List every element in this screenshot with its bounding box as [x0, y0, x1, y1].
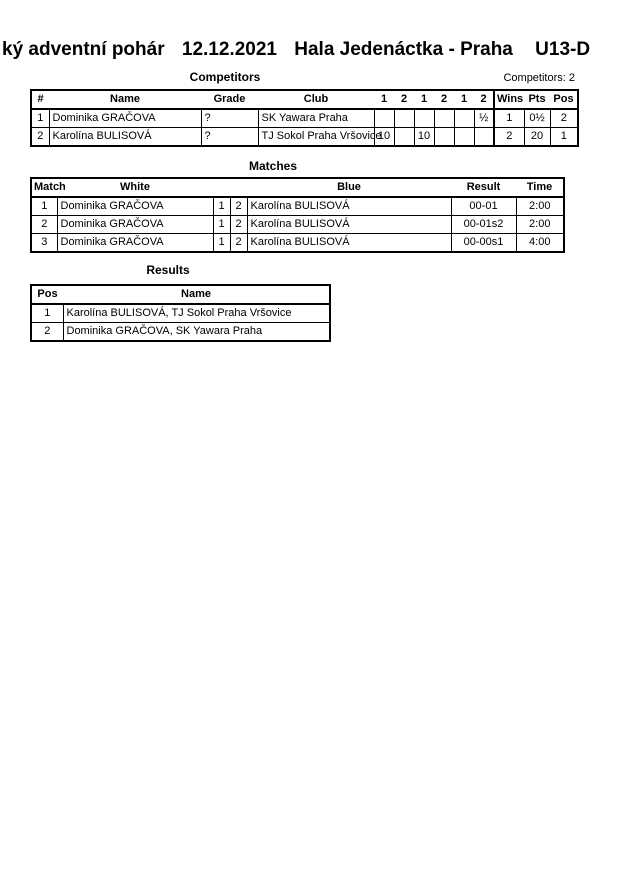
cell-club: TJ Sokol Praha Vršovice	[258, 128, 374, 147]
col-header-name: Name	[49, 90, 201, 109]
table-row	[31, 234, 564, 253]
cell-score-1: 10	[374, 128, 394, 147]
table-row	[31, 304, 330, 323]
col-header-name: Name	[63, 285, 330, 304]
cell-score-4	[434, 128, 454, 147]
page-title	[2, 39, 590, 61]
cell-blue-name: Karolína BULISOVÁ	[247, 234, 451, 253]
cell-score-5	[454, 128, 474, 147]
cell-club: SK Yawara Praha	[258, 109, 374, 128]
col-header-grade: Grade	[201, 90, 258, 109]
competitors-count-label: Competitors: 2	[503, 72, 575, 84]
cell-blue-num: 2	[230, 197, 247, 216]
cell-score-3	[414, 109, 434, 128]
col-header-wins: Wins	[494, 90, 524, 109]
cell-pts: 0½	[524, 109, 550, 128]
cell-score-4	[434, 109, 454, 128]
col-header-blue-num	[230, 178, 247, 197]
col-header-score-5: 1	[454, 90, 474, 109]
cell-pos: 1	[31, 304, 63, 323]
cell-blue-name: Karolína BULISOVÁ	[247, 197, 451, 216]
col-header-score-3: 1	[414, 90, 434, 109]
col-header-pos: Pos	[31, 285, 63, 304]
col-header-result: Result	[451, 178, 516, 197]
col-header-score-1: 1	[374, 90, 394, 109]
cell-wins: 1	[494, 109, 524, 128]
competitors-table	[30, 89, 579, 147]
title-date: 12.12.2021	[181, 39, 277, 60]
cell-name: Karolína BULISOVÁ, TJ Sokol Praha Vršovice	[63, 304, 330, 323]
cell-white-name: Dominika GRAČOVA	[57, 234, 213, 253]
cell-score-3: 10	[414, 128, 434, 147]
cell-wins: 2	[494, 128, 524, 147]
results-header-row	[31, 285, 330, 304]
cell-blue-name: Karolína BULISOVÁ	[247, 216, 451, 234]
col-header-pts: Pts	[524, 90, 550, 109]
col-header-blue: Blue	[247, 178, 451, 197]
cell-score-2	[394, 109, 414, 128]
table-row	[31, 216, 564, 234]
title-tournament-name: ký adventní pohár	[2, 39, 165, 60]
cell-match-number: 1	[31, 197, 57, 216]
cell-white-num: 1	[213, 216, 230, 234]
cell-score-6	[474, 128, 494, 147]
cell-number: 2	[31, 128, 49, 147]
cell-match-number: 3	[31, 234, 57, 253]
cell-result: 00-00s1	[451, 234, 516, 253]
table-row	[31, 323, 330, 342]
cell-score-6: ½	[474, 109, 494, 128]
col-header-score-2: 2	[394, 90, 414, 109]
title-category: U13-D	[535, 39, 591, 60]
cell-match-number: 2	[31, 216, 57, 234]
cell-pos: 2	[31, 323, 63, 342]
col-header-time: Time	[516, 178, 564, 197]
cell-name: Dominika GRAČOVA, SK Yawara Praha	[63, 323, 330, 342]
results-heading: Results	[146, 263, 190, 277]
cell-blue-num: 2	[230, 216, 247, 234]
competitors-header-row	[31, 90, 578, 109]
cell-pos: 1	[550, 128, 578, 147]
cell-grade: ?	[201, 128, 258, 147]
matches-heading: Matches	[248, 159, 298, 173]
table-row	[31, 197, 564, 216]
col-header-score-4: 2	[434, 90, 454, 109]
cell-score-1	[374, 109, 394, 128]
cell-white-num: 1	[213, 197, 230, 216]
cell-result: 00-01s2	[451, 216, 516, 234]
col-header-match: Match	[31, 178, 57, 197]
col-header-score-6: 2	[474, 90, 494, 109]
cell-score-2	[394, 128, 414, 147]
results-table	[30, 284, 331, 342]
col-header-white-num	[213, 178, 230, 197]
cell-score-5	[454, 109, 474, 128]
matches-header-row	[31, 178, 564, 197]
col-header-white: White	[57, 178, 213, 197]
table-row	[31, 128, 578, 147]
matches-table	[30, 177, 565, 253]
cell-time: 2:00	[516, 197, 564, 216]
cell-time: 2:00	[516, 216, 564, 234]
cell-blue-num: 2	[230, 234, 247, 253]
cell-grade: ?	[201, 109, 258, 128]
title-venue: Hala Jedenáctka - Praha	[294, 39, 513, 60]
cell-pos: 2	[550, 109, 578, 128]
cell-white-name: Dominika GRAČOVA	[57, 216, 213, 234]
cell-name: Dominika GRAČOVA	[49, 109, 201, 128]
cell-number: 1	[31, 109, 49, 128]
cell-result: 00-01	[451, 197, 516, 216]
cell-name: Karolína BULISOVÁ	[49, 128, 201, 147]
cell-time: 4:00	[516, 234, 564, 253]
table-row	[31, 109, 578, 128]
cell-pts: 20	[524, 128, 550, 147]
competitors-heading: Competitors	[189, 70, 261, 84]
col-header-club: Club	[258, 90, 374, 109]
col-header-pos: Pos	[550, 90, 578, 109]
cell-white-name: Dominika GRAČOVA	[57, 197, 213, 216]
col-header-number: #	[31, 90, 49, 109]
cell-white-num: 1	[213, 234, 230, 253]
